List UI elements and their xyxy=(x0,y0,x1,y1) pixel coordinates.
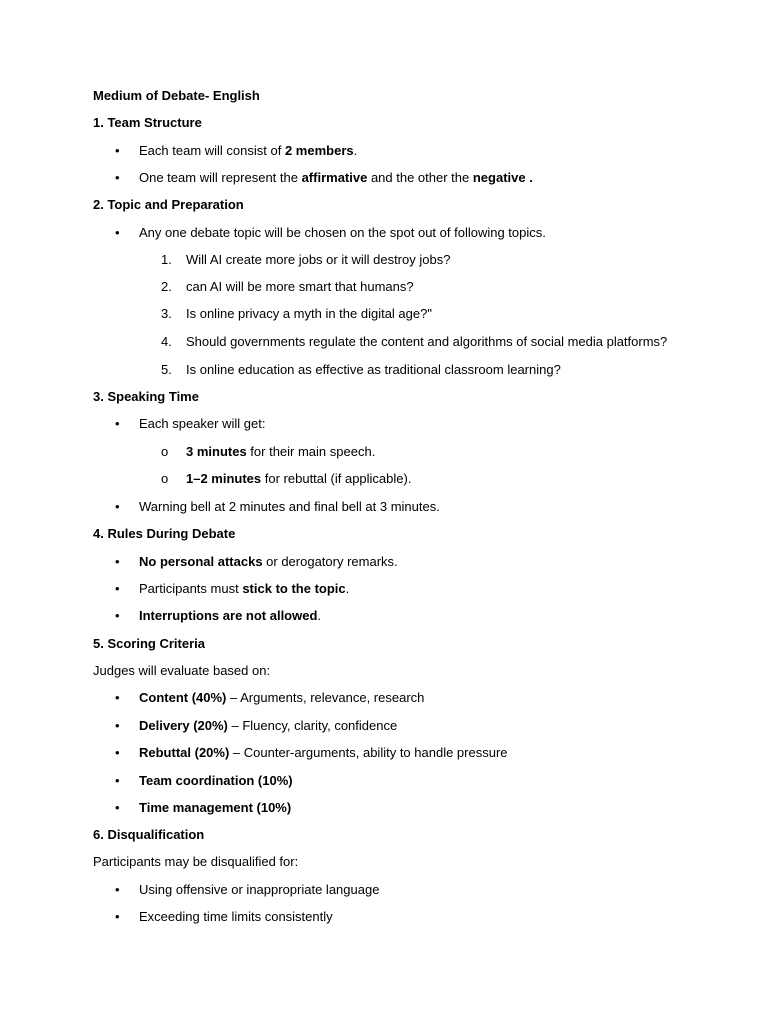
section-heading: 3. Speaking Time xyxy=(93,389,199,404)
list-number: 1. xyxy=(161,252,172,267)
list-item: Participants must stick to the topic. xyxy=(139,581,350,596)
list-item: Delivery (20%) – Fluency, clarity, confidence xyxy=(139,718,398,733)
sub-bullet-icon: o xyxy=(161,444,169,459)
list-item: Content (40%) – Arguments, relevance, research xyxy=(139,690,425,705)
list-item: Rebuttal (20%) – Counter-arguments, ability to handle pressure xyxy=(139,745,508,760)
bullet-icon: • xyxy=(115,745,120,760)
topic-item: Should governments regulate the content and algorithms of social media platforms? xyxy=(186,334,668,349)
section-heading: 5. Scoring Criteria xyxy=(93,636,205,651)
list-item: Team coordination (10%) xyxy=(139,773,293,788)
section-heading: 1. Team Structure xyxy=(93,115,202,130)
topic-item: Is online education as effective as traditional classroom learning? xyxy=(186,362,561,377)
paragraph: Participants may be disqualified for: xyxy=(93,854,299,869)
sub-list-item: 3 minutes for their main speech. xyxy=(186,444,376,459)
section-heading: 2. Topic and Preparation xyxy=(93,197,244,212)
bullet-icon: • xyxy=(115,690,120,705)
list-item: Each speaker will get: xyxy=(139,416,266,431)
section-heading: 6. Disqualification xyxy=(93,827,205,842)
bullet-icon: • xyxy=(115,143,120,158)
bullet-icon: • xyxy=(115,554,120,569)
bullet-icon: • xyxy=(115,909,120,924)
bullet-icon: • xyxy=(115,416,120,431)
list-number: 3. xyxy=(161,306,172,321)
list-item: Each team will consist of 2 members. xyxy=(139,143,358,158)
list-item: Warning bell at 2 minutes and final bell at 3 minutes. xyxy=(139,499,440,514)
bullet-icon: • xyxy=(115,773,120,788)
list-number: 4. xyxy=(161,334,172,349)
bullet-icon: • xyxy=(115,581,120,596)
list-item: Interruptions are not allowed. xyxy=(139,608,322,623)
topic-item: Is online privacy a myth in the digital age?" xyxy=(186,306,432,321)
list-item: Exceeding time limits consistently xyxy=(139,909,333,924)
sub-list-item: 1–2 minutes for rebuttal (if applicable). xyxy=(186,471,412,486)
bullet-icon: • xyxy=(115,499,120,514)
topic-item: Will AI create more jobs or it will destroy jobs? xyxy=(186,252,451,267)
list-item: Time management (10%) xyxy=(139,800,292,815)
bullet-icon: • xyxy=(115,608,120,623)
bullet-icon: • xyxy=(115,170,120,185)
list-number: 2. xyxy=(161,279,172,294)
medium-heading: Medium of Debate- English xyxy=(93,88,260,103)
list-item: Using offensive or inappropriate language xyxy=(139,882,380,897)
bullet-icon: • xyxy=(115,882,120,897)
paragraph: Judges will evaluate based on: xyxy=(93,663,271,678)
bullet-icon: • xyxy=(115,225,120,240)
section-heading: 4. Rules During Debate xyxy=(93,526,236,541)
bullet-icon: • xyxy=(115,800,120,815)
list-item: No personal attacks or derogatory remarks. xyxy=(139,554,398,569)
topic-item: can AI will be more smart that humans? xyxy=(186,279,414,294)
sub-bullet-icon: o xyxy=(161,471,169,486)
bullet-icon: • xyxy=(115,718,120,733)
list-item: One team will represent the affirmative and the other the negative . xyxy=(139,170,533,185)
list-number: 5. xyxy=(161,362,172,377)
list-item: Any one debate topic will be chosen on the spot out of following topics. xyxy=(139,225,546,240)
